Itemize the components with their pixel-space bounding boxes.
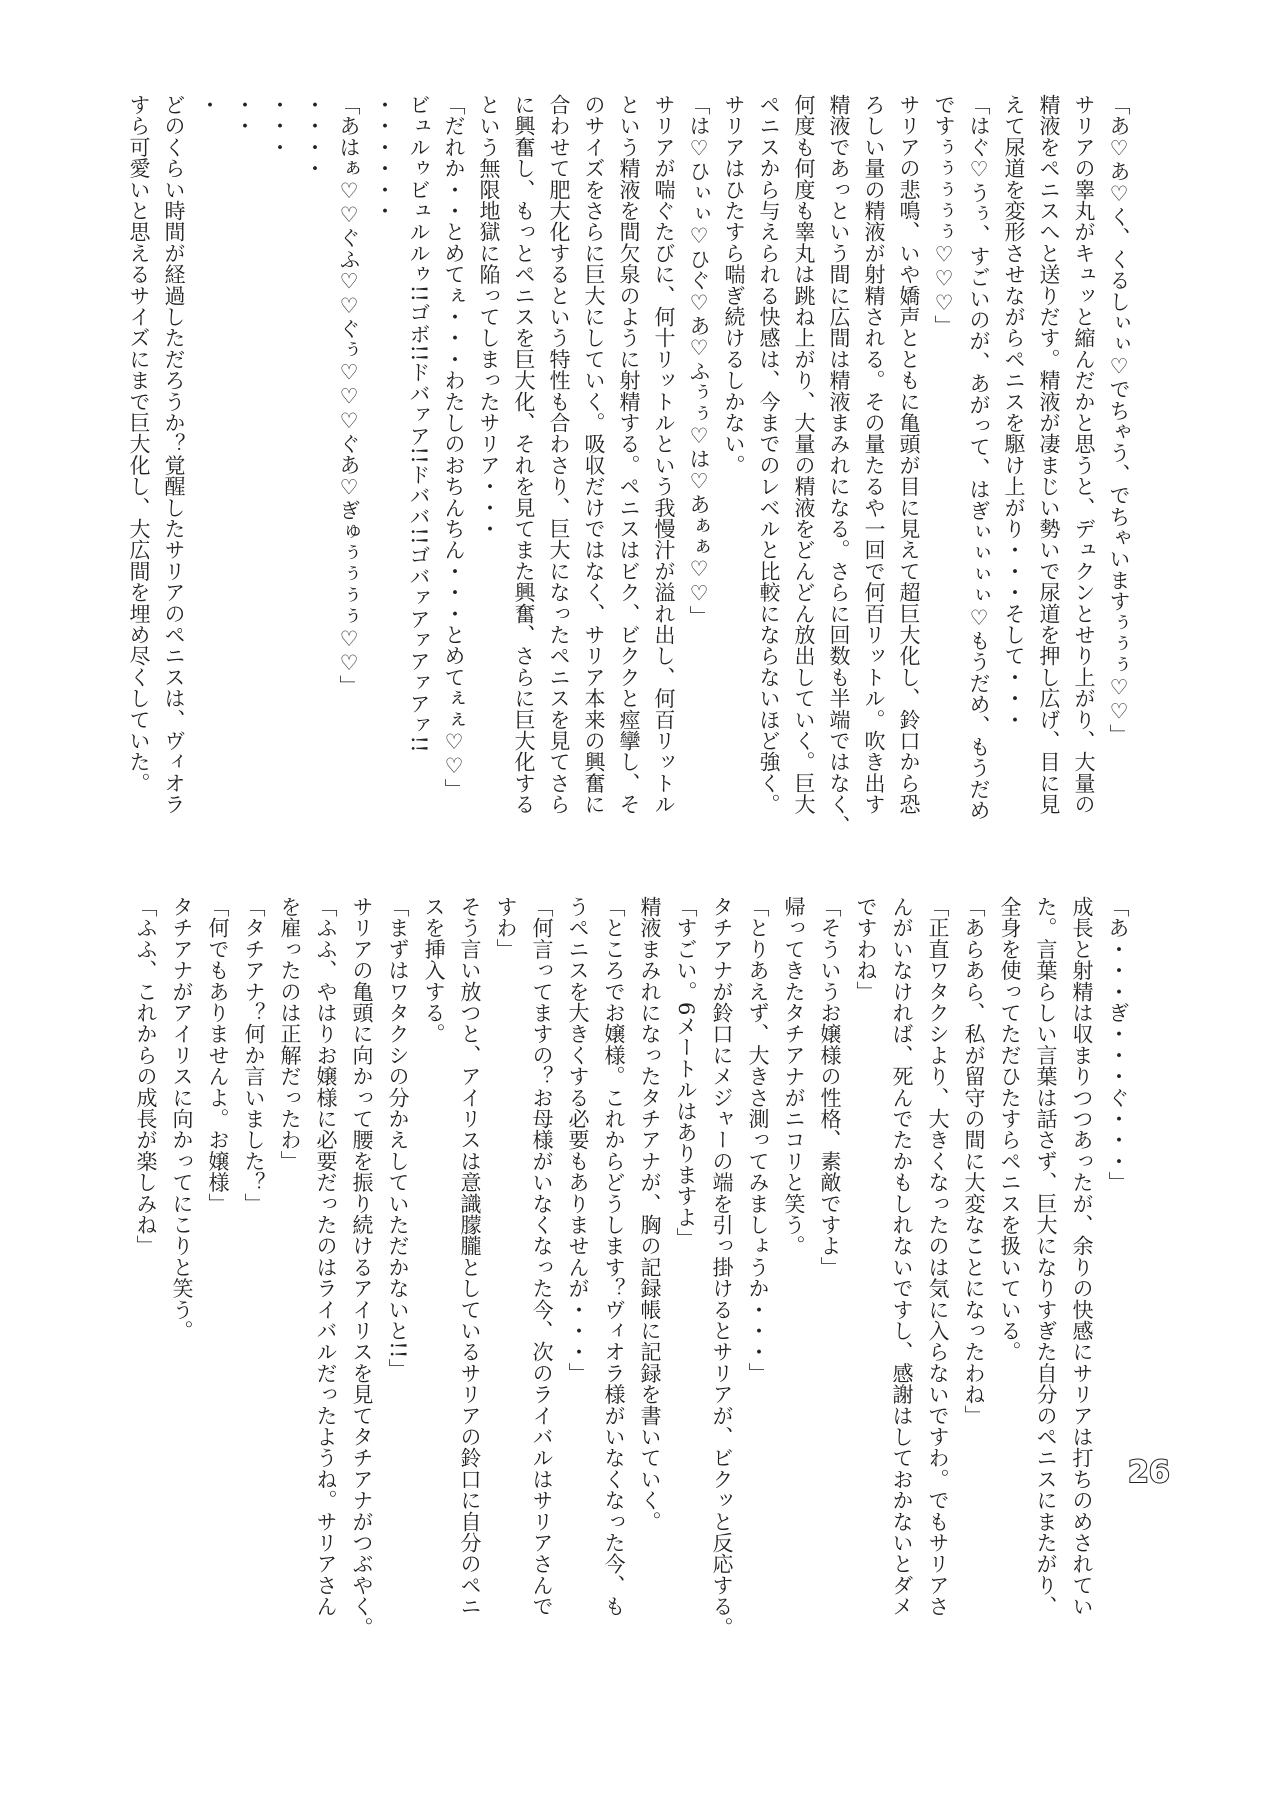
text-column: 「何でもありませんよ。お嬢様」 bbox=[206, 896, 230, 1214]
text-column: 何度も何度も睾丸は跳ね上がり、大量の精液をどんどん放出していく。巨大 bbox=[792, 94, 816, 815]
text-column: 「ところでお嬢様。これからどうします？ヴィオラ様がいなくなった今、も bbox=[602, 896, 626, 1617]
text-column: 精液であっという間に広間は精液まみれになる。さらに回数も半端ではなく、 bbox=[827, 94, 851, 836]
text-column: 精液まみれになったタチアナが、胸の記録帳に記録を書いていく。 bbox=[638, 896, 662, 1532]
text-column: うペニスを大きくする必要もありませんが・・・」 bbox=[566, 896, 590, 1384]
page-number bbox=[1128, 1455, 1170, 1490]
text-column: 「だれか・・とめてぇ・・・わたしのおちんちん・・・とめてぇぇ♡♡」 bbox=[442, 94, 466, 800]
text-column: ・・ bbox=[232, 94, 256, 137]
text-column: 「まずはワタクシの分かえしていただかないと!!」 bbox=[386, 896, 410, 1380]
text-column: ビュルゥビュルルゥ!!ゴボ!!ドバァア!!ドババ!!ゴバァアァアァアァ!! bbox=[407, 94, 431, 753]
text-column: サリアの悲鳴、いや嬌声とともに亀頭が目に見えて超巨大化し、鈴口から恐 bbox=[897, 94, 921, 815]
text-column: 「ふふ、やはりお嬢様に必要だったのはライバルだったようね。サリアさん bbox=[314, 896, 338, 1617]
text-column: スを挿入する。 bbox=[422, 896, 446, 1045]
text-column: サリアはひたすら喘ぎ続けるしかない。 bbox=[722, 94, 746, 476]
text-column: タチアナが鈴口にメジャーの端を引っ掛けるとサリアが、ビクッと反応する。 bbox=[710, 896, 734, 1638]
upper-text-block bbox=[121, 94, 1136, 854]
text-column: を雇ったのは正解だったわ」 bbox=[278, 896, 302, 1172]
text-column: ろしい量の精液が射精される。その量たるや一回で何百リットル。吹き出す bbox=[862, 94, 886, 815]
text-column: 「あはぁ♡♡ぐふ♡♡ぐぅ♡♡♡ぐあ♡ぎゅぅぅぅぅ♡♡」 bbox=[337, 94, 361, 697]
text-column: 「ふふ、これからの成長が楽しみね」 bbox=[134, 896, 158, 1257]
text-column: 「あ♡あ♡く、くるしぃぃ♡でちゃう、でちゃいますぅぅぅ♡♡」 bbox=[1107, 94, 1131, 745]
text-column: どのくらい時間が経過しただろうか？覚醒したサリアのペニスは、ヴィオラ bbox=[162, 94, 186, 815]
text-column: 「すごい。6メートルはありますよ」 bbox=[674, 896, 698, 1249]
lower-text-block bbox=[128, 896, 1136, 1638]
text-column: 「あ・・・ぎ・・・ぐ・・・」 bbox=[1106, 896, 1130, 1193]
text-column: ・・・・ bbox=[302, 94, 326, 179]
text-column: 「はぐ♡うぅ、すごいのが、あがって、はぎぃぃぃぃ♡もうだめ、もうだめ bbox=[967, 94, 991, 821]
text-column: という無限地獄に陥ってしまったサリア・・・ bbox=[477, 94, 501, 540]
text-column: ・・・・・・ bbox=[372, 94, 396, 222]
text-column: すわ」 bbox=[494, 896, 518, 960]
text-column: 「は♡ひぃぃ♡ひぐ♡あ♡ふぅぅ♡は♡あぁぁ♡♡」 bbox=[687, 94, 711, 627]
text-column: えて尿道を変形させながらペニスを駆け上がり・・・そして・・・ bbox=[1002, 94, 1026, 730]
text-column: 帰ってきたタチアナがニコリと笑う。 bbox=[782, 896, 806, 1257]
text-column: 「何言ってますの？お母様がいなくなった今、次のライバルはサリアさんで bbox=[530, 896, 554, 1617]
text-column: 全身を使ってただひたすらペニスを扱いている。 bbox=[998, 896, 1022, 1363]
text-column: んがいなければ、死んでたかもしれないですし、感謝はしておかないとダメ bbox=[890, 896, 914, 1617]
text-column: ですぅぅぅぅぅ♡♡♡」 bbox=[932, 94, 956, 337]
text-column: 「そういうお嬢様の性格、素敵ですよ」 bbox=[818, 896, 842, 1278]
text-column: に興奮し、もっとペニスを巨大化、それを見てまた興奮、さらに巨大化する bbox=[512, 94, 536, 815]
text-column: 成長と射精は収まりつつあったが、余りの快感にサリアは打ちのめされてい bbox=[1070, 896, 1094, 1617]
text-column: ですわね」 bbox=[854, 896, 878, 1002]
text-column: ・ bbox=[197, 94, 221, 116]
text-column: た。言葉らしい言葉は話さず、巨大になりすぎた自分のペニスにまたがり、 bbox=[1034, 896, 1058, 1617]
text-column: すら可愛いと思えるサイズにまで巨大化し、大広間を埋め尽くしていた。 bbox=[127, 94, 151, 794]
text-column: タチアナがアイリスに向かってにこりと笑う。 bbox=[170, 896, 194, 1342]
text-column: サリアの睾丸がキュッと縮んだかと思うと、デュクンとせり上がり、大量の bbox=[1072, 94, 1096, 815]
text-column: ・・・ bbox=[267, 94, 291, 158]
text-column: 「正直ワタクシより、大きくなったのは気に入らないですわ。でもサリアさ bbox=[926, 896, 950, 1617]
text-column: 精液をペニスへと送りだす。精液が凄まじい勢いで尿道を押し広げ、目に見 bbox=[1037, 94, 1061, 815]
text-column: 「タチアナ？何か言いました？」 bbox=[242, 896, 266, 1214]
text-column: のサイズをさらに巨大にしていく。吸収だけではなく、サリア本来の興奮に bbox=[582, 94, 606, 815]
text-column: そう言い放つと、アイリスは意識朦朧としているサリアの鈴口に自分のペニ bbox=[458, 896, 482, 1617]
text-column: 合わせて肥大化するという特性も合わさり、巨大になったペニスを見てさら bbox=[547, 94, 571, 815]
text-column: 「あらあら、私が留守の間に大変なことになったわね」 bbox=[962, 896, 986, 1426]
text-column: 「とりあえず、大きさ測ってみましょうか・・・」 bbox=[746, 896, 770, 1384]
text-column: サリアが喘ぐたびに、何十リットルという我慢汁が溢れ出し、何百リットル bbox=[652, 94, 676, 815]
text-column: ペニスから与えられる快感は、今までのレベルと比較にならないほど強く。 bbox=[757, 94, 781, 815]
text-column: サリアの亀頭に向かって腰を振り続けるアイリスを見てタチアナがつぶやく。 bbox=[350, 896, 374, 1638]
text-column: という精液を間欠泉のように射精する。ペニスはビク、ビククと痙攣し、そ bbox=[617, 94, 641, 815]
page-number-text: 26 bbox=[1128, 1455, 1170, 1490]
